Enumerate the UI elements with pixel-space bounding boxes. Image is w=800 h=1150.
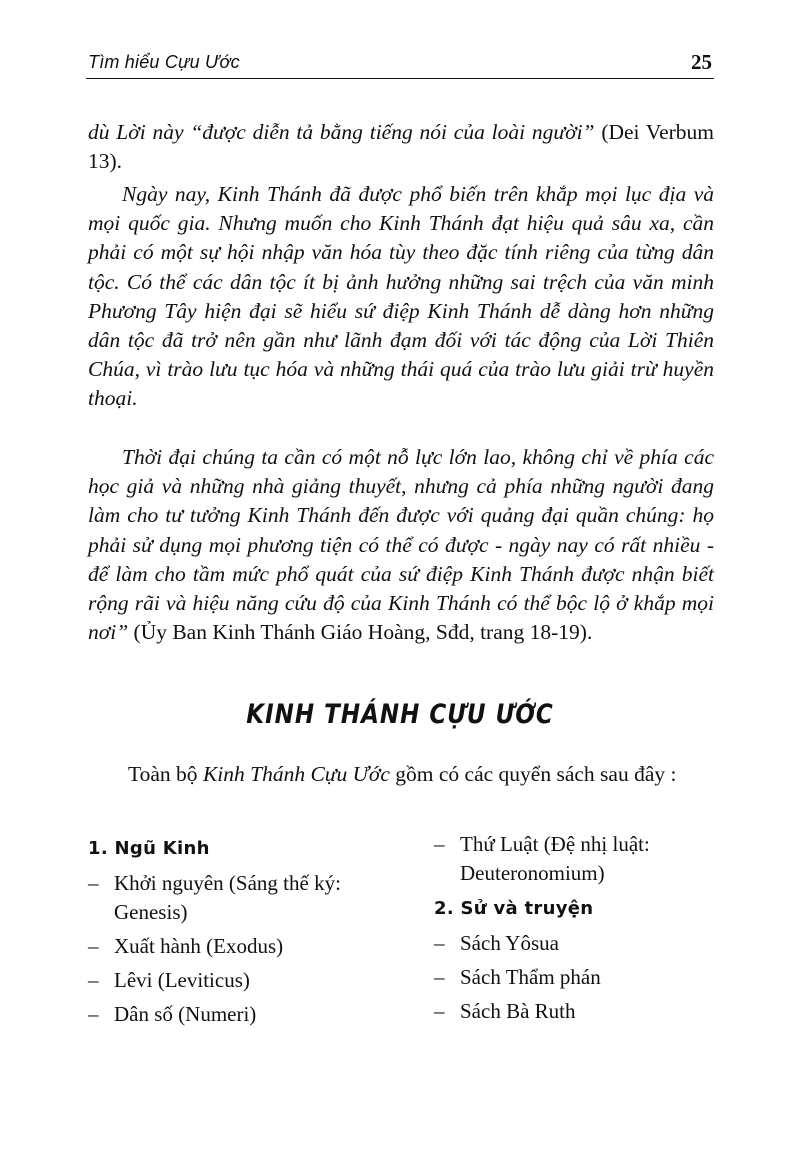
running-header [88,50,712,78]
paragraph-1 [88,118,714,176]
book-item [434,963,724,992]
quote-text: dù Lời này “được diễn tả bằng tiếng nói của loài người” [88,120,595,144]
page-number: 25 [691,50,712,74]
dash-marker: – [88,968,99,992]
book-item [88,869,388,927]
group-title-su-va-truyen: 2. Sử và truyện [434,898,594,919]
dash-marker: – [434,965,445,989]
section-intro [88,760,714,790]
book-label: Xuất hành (Exodus) [114,934,284,958]
group-title-ngu-kinh: 1. Ngũ Kinh [88,838,210,859]
book-item [434,997,724,1026]
intro-italic-text: Kinh Thánh Cựu Ước [202,762,390,786]
book-item [88,932,388,961]
dash-marker: – [434,999,445,1023]
book-list-left-column [88,834,388,1034]
dash-marker: – [434,832,445,856]
dash-marker: – [434,931,445,955]
citation: (Dei Verbum 13). [88,120,714,174]
dash-marker: – [88,934,99,958]
book-item [88,1000,388,1029]
book-label: Sách Thẩm phán [460,965,601,989]
book-list-right-column [434,830,724,1031]
book-item [434,830,724,888]
book-label: Thứ Luật (Đệ nhị luật: Deuteronomium) [460,832,650,885]
intro-text: Toàn bộ [128,762,203,786]
book-label: Sách Yôsua [460,931,559,955]
citation: (Ủy Ban Kinh Thánh Giáo Hoàng, Sđd, trang 18-19). [128,620,593,645]
running-title: Tìm hiểu Cựu Ước [88,52,240,72]
paragraph-3 [88,443,714,647]
dash-marker: – [88,1002,99,1026]
paragraph-2: Ngày nay, Kinh Thánh đã được phổ biến trên khắp mọi lục địa và mọi quốc gia. Nhưng muốn cho Kinh Thánh đạt hiệu quả sâu xa, cần phải có một sự hội nhập văn hóa tùy theo đặc tính riêng của từng dân tộc. Có thể các dân tộc ít bị ảnh hưởng những sai trệch của văn minh Phương Tây hiện đại sẽ hiểu sứ điệp Kinh Thánh dễ dàng hơn những dân tộc đã trở nên gần như lãnh đạm đối với tác động của Lời Thiên Chúa, vì trào lưu tục hóa và những thái quá của trào lưu giải trừ huyền thoại. [88,182,714,411]
section-heading: KINH THÁNH CỰU ƯỚC [246,700,554,730]
book-label: Khởi nguyên (Sáng thế ký: Genesis) [114,871,341,924]
book-item [88,966,388,995]
book-label: Lêvi (Leviticus) [114,968,250,992]
book-item [434,929,724,958]
quote-text: Thời đại chúng ta cần có một nỗ lực lớn lao, không chỉ về phía các học giả và những nhà giảng thuyết, nhưng cả phía những người đang làm cho tư tưởng Kinh Thánh đến được với quảng đại quần chúng: họ phải sử dụng mọi phương tiện có thể có được - ngày nay có rất nhiều - để làm cho tầm mức phổ quát của sứ điệp Kinh Thánh được nhận biết rộng rãi và hiệu năng cứu độ của Kinh Thánh có thể bộc lộ ở khắp mọi nơi” [88,445,714,645]
header-rule [86,78,714,79]
intro-text: gồm có các quyển sách sau đây : [389,762,677,786]
book-label: Dân số (Numeri) [114,1002,257,1026]
book-label: Sách Bà Ruth [460,999,576,1023]
dash-marker: – [88,871,99,895]
